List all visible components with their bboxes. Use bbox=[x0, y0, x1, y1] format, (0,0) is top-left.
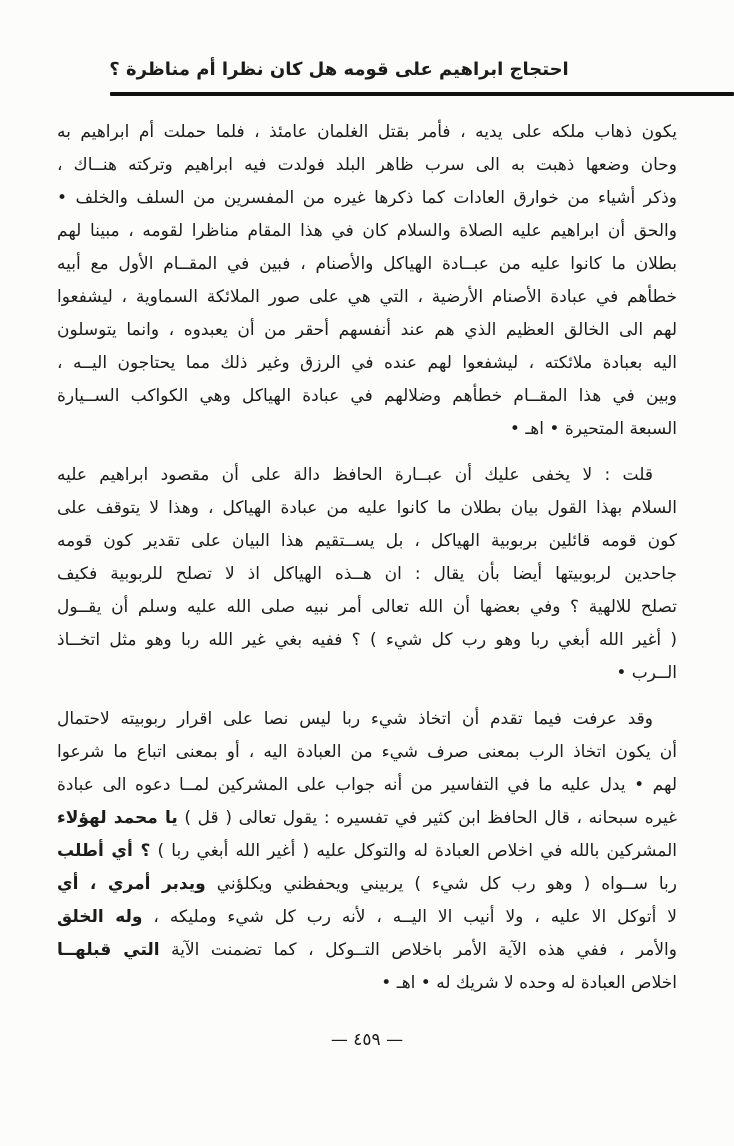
text-segment: تصلح للالهية ؟ وفي بعضها أن الله تعالى أمر نبيه صلى الله عليه وسلم أن يقــول bbox=[57, 597, 677, 617]
text-line bbox=[57, 347, 677, 380]
text-line bbox=[57, 868, 677, 901]
text-segment: الــرب • bbox=[616, 663, 677, 683]
emphasized-text: ويدبر أمري ، أي bbox=[57, 874, 206, 894]
emphasized-text: وله الخلق bbox=[57, 907, 143, 927]
emphasized-text: ؟ أي أطلب bbox=[57, 841, 151, 861]
text-line bbox=[57, 967, 677, 1000]
text-segment: خطأهم في عبادة الأصنام الأرضية ، التي هي على صور الملائكة السماوية ، ليشفعوا bbox=[57, 287, 677, 307]
text-segment: اليه بعبادة ملائكته ، ليشفعوا لهم عنده في الرزق وغير ذلك مما يحتاجون اليــه ، bbox=[57, 353, 677, 373]
text-line bbox=[57, 525, 677, 558]
text-segment: اخلاص العبادة له وحده لا شريك له • اهـ • bbox=[381, 973, 677, 993]
text-line bbox=[57, 624, 677, 657]
paragraph bbox=[57, 459, 677, 690]
text-line bbox=[57, 558, 677, 591]
text-line bbox=[57, 657, 677, 690]
text-segment: ربا ســواه ( وهو رب كل شيء ) يربيني ويحفظني ويكلؤني bbox=[205, 874, 677, 894]
text-segment: وبين في هذا المقــام خطأهم وضلالهم في عبادة الهياكل وهي الكواكب الســيارة bbox=[57, 386, 677, 406]
text-line bbox=[57, 591, 677, 624]
text-segment: ( أغير الله أبغي ربا وهو رب كل شيء ) ؟ ففيه بغي غير الله ربا وهو مثل اتخــاذ bbox=[57, 630, 677, 650]
text-segment: السبعة المتحيرة • اهـ • bbox=[509, 419, 677, 439]
text-line bbox=[57, 215, 677, 248]
text-line bbox=[57, 182, 677, 215]
text-segment: أن يكون اتخاذ الرب بمعنى صرف شيء من العبادة اليه ، أو بمعنى اتباع ما شرعوا bbox=[57, 742, 677, 762]
text-segment: بطلان ما كانوا عليه من عبــادة الهياكل والأصنام ، فبين في المقــام الأول مع أبيه bbox=[57, 254, 677, 274]
text-line bbox=[57, 934, 677, 967]
text-segment: وذكر أشياء من خوارق العادات كما ذكرها غيره من المفسرين من السلف والخلف • bbox=[57, 188, 677, 208]
text-line bbox=[57, 802, 677, 835]
text-segment: قلت : لا يخفى عليك أن عبــارة الحافظ دالة على أن مقصود ابراهيم عليه bbox=[57, 465, 653, 485]
text-line bbox=[57, 736, 677, 769]
text-line bbox=[57, 703, 677, 736]
text-segment: غيره سبحانه ، قال الحافظ ابن كثير في تفسيره : يقول تعالى ( قل ) bbox=[177, 808, 677, 828]
body-text bbox=[57, 116, 677, 1000]
page-title: احتجاج ابراهيم على قومه هل كان نظرا أم مناظرة ؟ bbox=[109, 59, 569, 80]
header-rule bbox=[110, 92, 734, 96]
text-segment: السلام بهذا القول بيان بطلان ما كانوا عليه من عبادة الهياكل ، وهذا لا يتوقف على bbox=[57, 498, 677, 518]
text-segment: يكون ذهاب ملكه على يديه ، فأمر بقتل الغلمان عامئذ ، فلما حملت أم ابراهيم به bbox=[57, 122, 677, 142]
text-line bbox=[57, 492, 677, 525]
text-line bbox=[57, 314, 677, 347]
text-segment: كون قومه قائلين بربوبية الهياكل ، بل يســتقيم هذا البيان على تقدير كون قومه bbox=[57, 531, 677, 551]
text-line bbox=[57, 769, 677, 802]
book-page bbox=[0, 56, 734, 1146]
text-segment: المشركين بالله في اخلاص العبادة له والتوكل عليه ( أغير الله أبغي ربا ) bbox=[150, 841, 677, 861]
emphasized-text: يا محمد لهؤلاء bbox=[57, 808, 178, 828]
paragraph bbox=[57, 703, 677, 1000]
text-segment: والأمر ، ففي هذه الآية الأمر باخلاص التــوكل ، كما تضمنت الآية bbox=[159, 940, 677, 960]
text-line bbox=[57, 459, 677, 492]
text-segment: جاحدين لربوبيتها أيضا بأن يقال : ان هــذه الهياكل اذ لا تصلح للربوبية فكيف bbox=[57, 564, 677, 584]
text-segment: وحان وضعها ذهبت به الى سرب ظاهر البلد فولدت فيه ابراهيم وتركته هنــاك ، bbox=[57, 155, 677, 175]
paragraph bbox=[57, 116, 677, 446]
text-line bbox=[57, 116, 677, 149]
text-segment: لهم • يدل عليه ما في التفاسير من أنه جواب على المشركين لمــا دعوه الى عبادة bbox=[57, 775, 677, 795]
text-line bbox=[57, 149, 677, 182]
text-line bbox=[57, 380, 677, 413]
text-line bbox=[57, 413, 677, 446]
text-segment: لهم الى الخالق العظيم الذي هم عند أنفسهم أحقر من أن يعبدوه ، وانما يتوسلون bbox=[57, 320, 677, 340]
text-line bbox=[57, 901, 677, 934]
text-segment: لا أتوكل الا عليه ، ولا أنيب الا اليــه ، لأنه رب كل شيء ومليكه ، bbox=[142, 907, 677, 927]
page-number: — ٤٥٩ — bbox=[330, 1030, 404, 1050]
text-line bbox=[57, 281, 677, 314]
text-segment: والحق أن ابراهيم عليه الصلاة والسلام كان في هذا المقام مناظرا لقومه ، مبينا لهم bbox=[57, 221, 677, 241]
text-line bbox=[57, 248, 677, 281]
text-line bbox=[57, 835, 677, 868]
text-segment: وقد عرفت فيما تقدم أن اتخاذ شيء ربا ليس نصا على اقرار ربوبيته لاحتمال bbox=[57, 709, 653, 729]
emphasized-text: التي قبلهــا bbox=[57, 940, 160, 960]
